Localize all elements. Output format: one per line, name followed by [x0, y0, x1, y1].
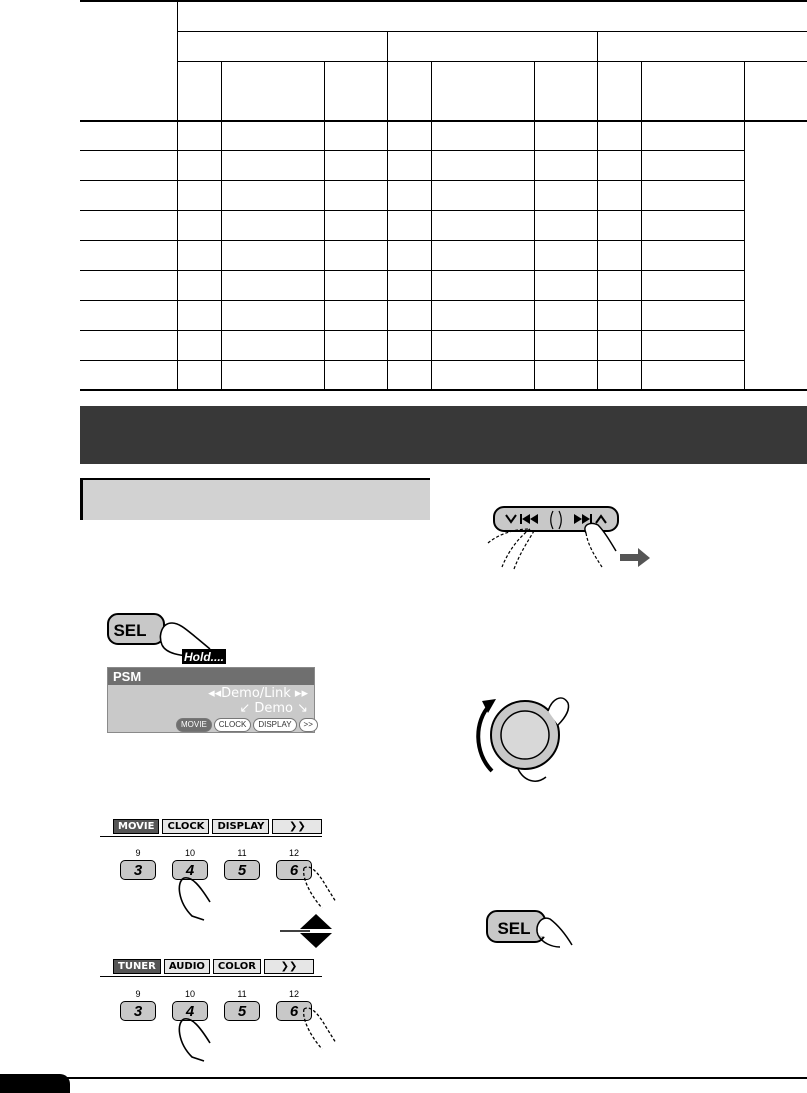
key-label: 5: [224, 860, 260, 880]
key-5[interactable]: [222, 989, 274, 1029]
softtab-color[interactable]: COLOR: [213, 959, 261, 974]
finger-press-dashed-icon: [502, 529, 534, 569]
lcd-tab-more: >>: [299, 718, 318, 732]
footer-rule: [0, 1077, 807, 1079]
key-secondary-label: 10: [184, 848, 195, 858]
tabbar-rule: [100, 836, 322, 837]
finger-press-icon: [160, 623, 210, 649]
key-label: 6: [276, 1001, 312, 1021]
finger-press-dashed-icon: [296, 1003, 340, 1051]
table-rule: [80, 389, 807, 391]
section-header-band: [80, 406, 807, 464]
lcd-tab-display: DISPLAY: [253, 718, 296, 732]
key-5[interactable]: [222, 848, 274, 888]
table-rule: [80, 270, 744, 271]
key-secondary-label: 12: [288, 989, 299, 999]
arrow-right-icon: [620, 548, 650, 567]
key-label: 6: [276, 860, 312, 880]
softtab-tuner[interactable]: TUNER: [113, 959, 161, 974]
up-down-arrow-icon: [278, 914, 334, 948]
rotate-arrow-icon: [478, 705, 492, 771]
softtab-more[interactable]: ❯❯: [264, 959, 314, 974]
lcd-tab-movie: MOVIE: [176, 718, 212, 732]
key-label: 4: [172, 860, 208, 880]
key-secondary-label: 11: [237, 848, 247, 858]
softtab-display[interactable]: DISPLAY: [212, 819, 269, 834]
table-rule: [80, 0, 807, 2]
finger-press-icon: [170, 872, 220, 922]
key-secondary-label: 11: [237, 989, 247, 999]
key-label: 3: [120, 860, 156, 880]
sel-hold-figure: [100, 605, 240, 665]
table-rule: [431, 61, 432, 390]
table-rule: [387, 31, 388, 390]
lcd-tab-row: [176, 718, 318, 732]
key-label: 5: [224, 1001, 260, 1021]
table-rule: [177, 61, 807, 62]
seek-buttons-figure: [480, 495, 660, 575]
lcd-title: PSM: [108, 668, 314, 685]
control-dial-figure: [470, 685, 590, 790]
settings-table: [80, 0, 807, 390]
key-secondary-label: 12: [288, 848, 299, 858]
key-3[interactable]: [118, 989, 170, 1029]
key-secondary-label: 9: [135, 989, 141, 999]
control-dial-icon: [501, 711, 549, 759]
table-rule: [641, 61, 642, 390]
finger-press-icon: [518, 769, 546, 781]
table-rule: [80, 150, 744, 151]
sel-button-label: SEL: [113, 621, 147, 640]
key-secondary-label: 10: [184, 989, 195, 999]
soft-tab-bar-lower: [113, 959, 314, 974]
table-rule: [80, 330, 744, 331]
lcd-line-2: ↙ Demo ↘: [239, 701, 308, 716]
key-label: 4: [172, 1001, 208, 1021]
table-rule: [744, 61, 745, 390]
soft-tab-bar-upper: [113, 819, 322, 834]
table-rule: [324, 61, 325, 390]
table-rule: [177, 31, 807, 32]
sel-press-figure: [480, 905, 590, 955]
table-rule: [177, 0, 178, 390]
lcd-line-1: ◂◂Demo/Link ▸▸: [208, 686, 308, 701]
lcd-tab-clock: CLOCK: [214, 718, 252, 732]
number-key-row-upper: [118, 848, 326, 888]
sel-button-2-label: SEL: [497, 919, 531, 938]
softtab-clock[interactable]: CLOCK: [162, 819, 209, 834]
table-rule: [534, 61, 535, 390]
key-secondary-label: 9: [135, 848, 141, 858]
table-rule: [221, 61, 222, 390]
finger-press-icon: [170, 1013, 220, 1063]
key-3[interactable]: [118, 848, 170, 888]
table-rule: [597, 31, 598, 390]
table-rule: [80, 180, 744, 181]
table-rule: [80, 360, 744, 361]
softtab-audio[interactable]: AUDIO: [164, 959, 210, 974]
lcd-display: [107, 667, 315, 733]
softtab-more[interactable]: ❯❯: [272, 819, 322, 834]
tabbar-rule: [100, 976, 322, 977]
softtab-movie[interactable]: MOVIE: [113, 819, 159, 834]
key-label: 3: [120, 1001, 156, 1021]
hold-label: Hold....: [184, 650, 224, 664]
table-rule: [80, 240, 744, 241]
table-rule: [80, 210, 744, 211]
table-rule: [80, 300, 744, 301]
subsection-heading-box: [80, 478, 430, 520]
finger-press-dashed-icon: [296, 862, 340, 910]
table-rule: [80, 120, 807, 122]
page-number-tab: [0, 1074, 70, 1093]
number-key-row-lower: [118, 989, 326, 1029]
